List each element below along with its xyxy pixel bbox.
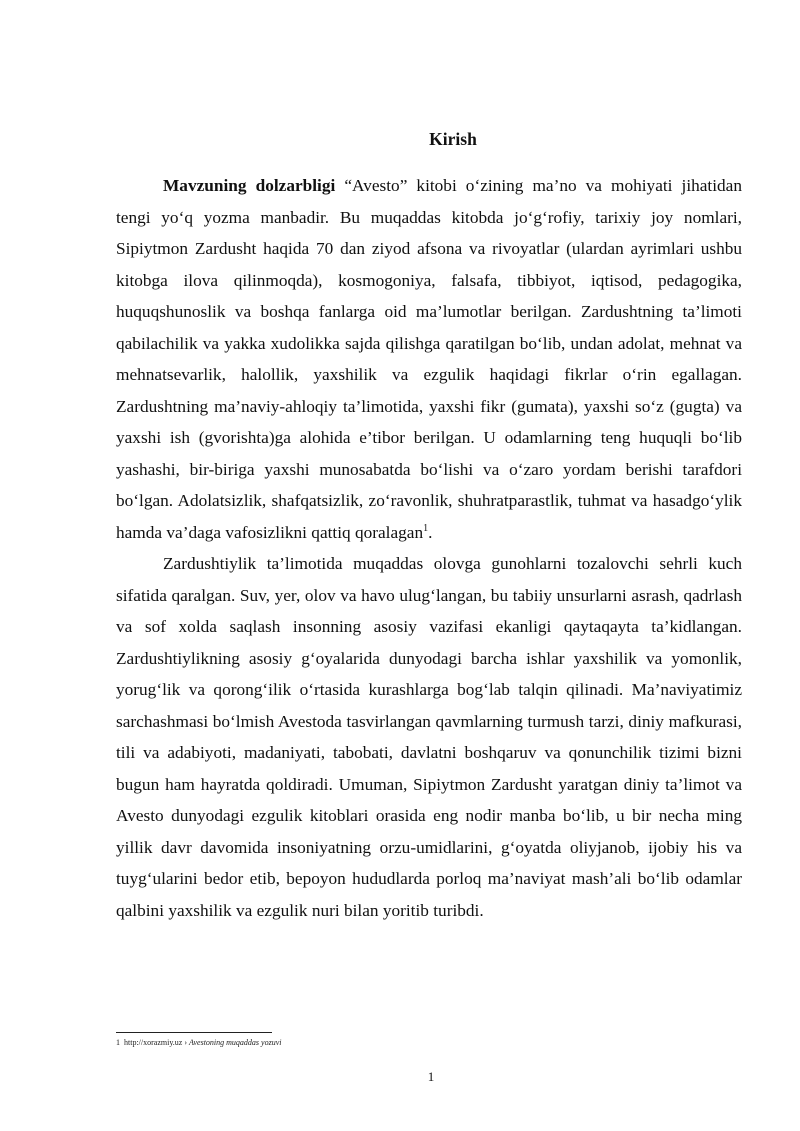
footnote-divider bbox=[116, 1032, 272, 1033]
paragraph-zoroastrianism: Zardushtiylik ta’limotida muqaddas olovga gunohlarni tozalovchi sehrli kuch sifatida qaralgan. Suv, yer, olov va havo ulug‘langan, bu tabiiy unsurlarni asrash, qadrlash va sof xolda saqlash insonning asosiy vazifasi ekanligi qaytaqayta ta’kidlangan. Zardushtiylikning asosiy g‘oyalarida dunyodagi barcha ishlar yaxshilik va yomonlik, yorug‘lik va qorong‘ilik o‘rtasida kurashlarga bog‘lab talqin qilinadi. Ma’naviyatimiz sarchashmasi bo‘lmish Avestoda tasvirlangan qavmlarning turmush tarzi, diniy mafkurasi, tili va adabiyoti, madaniyati, tabobati, davlatni boshqaruv va qonunchilik tizimi bizni bugun ham hayratda qoldiradi. Umuman, Sipiytmon Zardusht yaratgan diniy ta’limot va Avesto dunyodagi ezgulik kitoblari orasida eng nodir manba bo‘lib, u bir necha ming yillik davr davomida insoniyatning orzu-umidlarini, g‘oyatda oliyjanob, ijobiy his va tuyg‘ularini bedor etib, bepoyon hududlarda porloq ma’naviyat mash’ali bo‘lib odamlar qalbini yaxshilik va ezgulik nuri bilan yoritib turibdi. bbox=[116, 554, 742, 920]
paragraph-relevance bbox=[116, 170, 742, 548]
paragraph-end: . bbox=[428, 522, 433, 542]
page-number: 1 bbox=[427, 1069, 435, 1084]
section-title: Kirish bbox=[429, 129, 477, 149]
footnote-reference[interactable]: 1 bbox=[423, 522, 429, 534]
footnote-number: 1 bbox=[116, 1038, 120, 1047]
paragraph-lead: Mavzuning dolzarbligi bbox=[163, 176, 336, 195]
body-text bbox=[116, 170, 742, 926]
footnote-separator: › bbox=[182, 1038, 190, 1047]
footnote-site-title: Avestoning muqaddas yozuvi bbox=[189, 1038, 282, 1047]
footnote bbox=[116, 1037, 742, 1048]
footnote-url[interactable]: http://xorazmiy.uz bbox=[124, 1038, 183, 1047]
paragraph-text: “Avesto” kitobi o‘zining ma’no va mohiyati jihatidan tengi yo‘q yozma manbadir. Bu muqaddas kitobda jo‘g‘rofiy, tarixiy joy nomlari, Sipiytmon Zardusht haqida 70 dan ziyod afsona va rivoyatlar (ulardan ayrimlari ushbu kitobga ilova qilinmoqda), kosmogoniya, falsafa, tibbiyot, iqtisod, pedagogika, huquqshunoslik va boshqa fanlarga oid ma’lumotlar berilgan. Zardushtning ta’limoti qabilachilik va yakka xudolikka sajda qilishga qaratilgan bo‘lib, undan adolat, mehnat va mehnatsevarlik, halollik, yaxshilik va ezgulik haqidagi fikrlar o‘rin egallagan. Zardushtning ma’naviy-ahloqiy ta’limotida, yaxshi fikr (gumata), yaxshi so‘z (gugta) va yaxshi ish (gvorishta)ga alohida e’tibor berilgan. U odamlarning teng huquqli bo‘lib yashashi, bir-biriga yaxshi munosabatda bo‘lishi va o‘zaro yordam berishi tarafdori bo‘lgan. Adolatsizlik, shafqatsizlik, zo‘ravonlik, shuhratparastlik, tuhmat va hasadgo‘ylik hamda va’daga vafosizlikni qattiq qoralagan bbox=[116, 176, 742, 542]
